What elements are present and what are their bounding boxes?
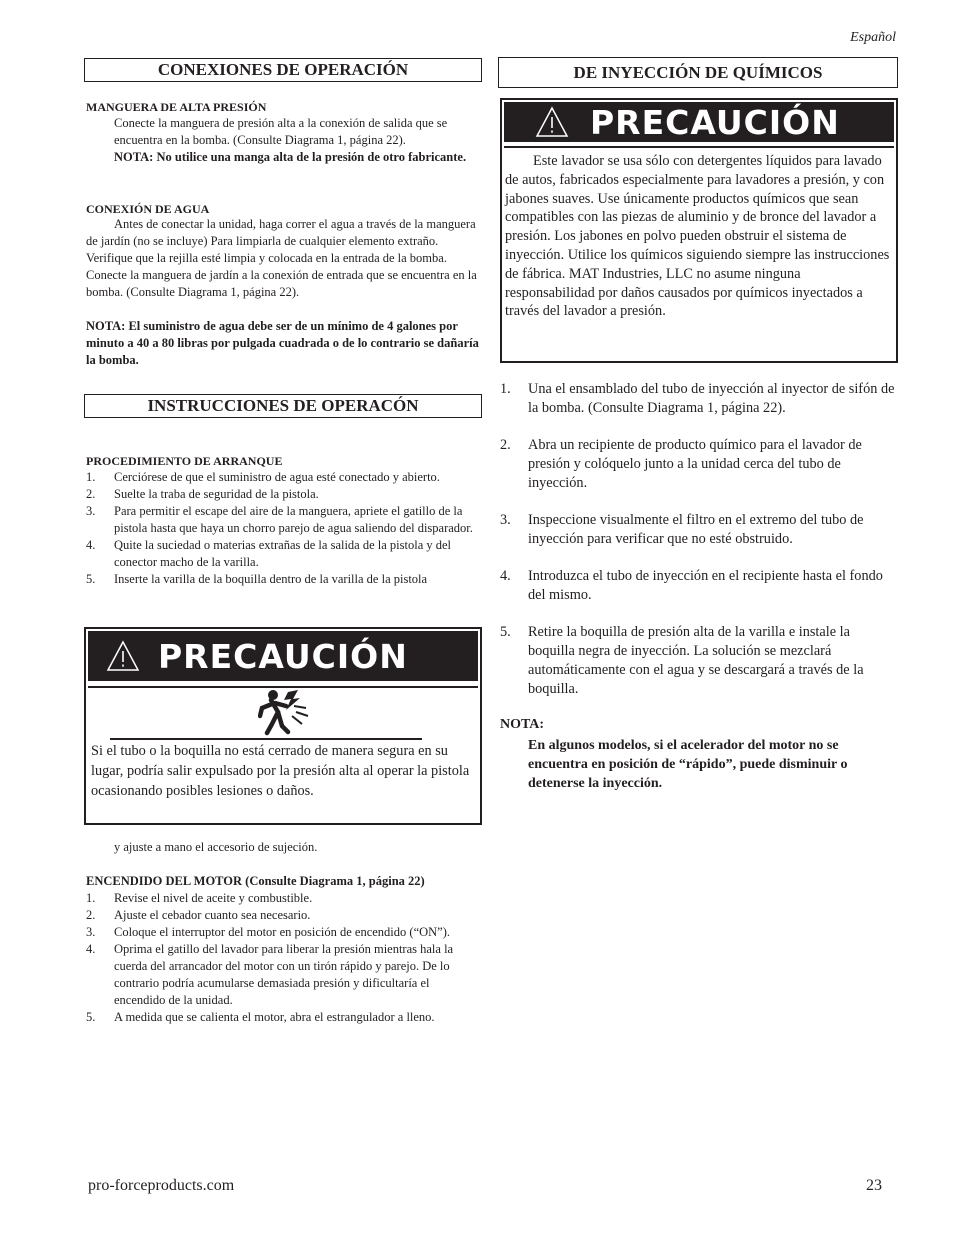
- motor-list: [86, 890, 480, 1026]
- warning-banner: [88, 631, 478, 681]
- warning-box-right: [500, 98, 898, 363]
- list-item: 2. Ajuste el cebador cuanto sea necesario.: [86, 908, 311, 922]
- list-item: 1. Una el ensamblado del tubo de inyección al inyector de sifón de la bomba. (Consulte Diagrama 1, página 22).: [500, 381, 895, 416]
- list-item: 4. Oprima el gatillo del lavador para liberar la presión mientras hala la cuerda del arrancador del motor con un tirón rápido y parejo. De lo contrario podría acumularse demasiada presión y dificultaría el encendido de la unidad.: [86, 942, 454, 1007]
- list-item: 5. Retire la boquilla de presión alta de la varilla e instale la boquilla negra de inyección. La solución se mezclará automáticamente con el agua y se descargará a través de la boquilla.: [500, 624, 864, 697]
- subheading-arranque: PROCEDIMIENTO DE ARRANQUE: [86, 454, 283, 468]
- footer-website: pro-forceproducts.com: [88, 1177, 235, 1194]
- note-label: NOTA:: [500, 717, 545, 732]
- agua-text: Antes de conectar la unidad, haga correr el agua a través de la manguera de jardín (no se incluye) Para limpiarla de cualquier elemento extraño. Verifique que la rejilla esté limpia y colocada en la entrada de la bomba. Conecte la manguera de jardín a la conexión de entrada que se encuentra en la bomba. (Consulte Diagrama 1, página 22).: [86, 217, 477, 299]
- warning-heading: PRECAUCIÓN: [590, 102, 840, 142]
- list-item: 2. Suelte la traba de seguridad de la pistola.: [86, 487, 319, 501]
- manguera-text: Conecte la manguera de presión alta a la conexión de salida que se encuentra en la bomba. (Consulte Diagrama 1, página 22).: [114, 116, 448, 147]
- manguera-note: NOTA: No utilice una manga alta de la presión de otro fabricante.: [114, 150, 467, 164]
- list-item: 2. Abra un recipiente de producto químico para el lavador de presión y colóquelo junto a la unidad cerca del tubo de inyección.: [500, 437, 862, 491]
- warning-text-left: Si el tubo o la boquilla no está cerrado de manera segura en su lugar, podría salir expulsado por la presión alta al operar la pistola ocasionando posibles lesiones o daños.: [91, 743, 470, 799]
- list-item: 4. Quite la suciedad o materias extrañas de la salida de la pistola y del conector macho de la varilla.: [86, 538, 452, 569]
- list-item: 3. Para permitir el escape del aire de la manguera, apriete el gatillo de la pistola hasta que haya un chorro parejo de agua saliendo del disparador.: [86, 504, 473, 535]
- manguera-paragraph: [114, 115, 480, 166]
- page-number: 23: [866, 1177, 882, 1194]
- subheading-manguera: MANGUERA DE ALTA PRESIÓN: [86, 100, 267, 114]
- list-item: 5. A medida que se calienta el motor, abra el estrangulador a lleno.: [86, 1010, 435, 1024]
- inyeccion-list: [500, 380, 896, 699]
- list-item: 5. Inserte la varilla de la boquilla dentro de la varilla de la pistola: [86, 572, 428, 586]
- divider: [110, 738, 422, 740]
- section-header-quimicos: DE INYECCIÓN DE QUÍMICOS: [498, 57, 898, 88]
- arranque-continuation: y ajuste a mano el accesorio de sujeción.: [114, 840, 318, 854]
- list-item: 1. Cerciórese de que el suministro de agua esté conectado y abierto.: [86, 470, 440, 484]
- subheading-agua: CONEXIÓN DE AGUA: [86, 202, 210, 216]
- section-header-conexiones: CONEXIONES DE OPERACIÓN: [84, 58, 482, 82]
- warning-text-right: Este lavador se usa sólo con detergentes líquidos para lavado de autos, fabricados especialmente para lavadores a presión, y con jabones suaves. Use únicamente productos químicos que sean compatibles con las piezas de aluminio y de bronce del lavador a presión. Los jabones en polvo pueden obstruir el sistema de inyección. Utilice los químicos siguiendo siempre las instrucciones de fábrica. MAT Industries, LLC no asume ninguna responsabilidad por daños causados por químicos inyectados a través del lavador a presión.: [505, 153, 890, 320]
- subheading-motor: ENCENDIDO DEL MOTOR (Consulte Diagrama 1, página 22): [86, 874, 425, 888]
- electric-shock-hazard-icon: [258, 686, 310, 736]
- warning-banner: [504, 102, 894, 142]
- list-item: 3. Coloque el interruptor del motor en posición de encendido (“ON”).: [86, 925, 451, 939]
- list-item: 3. Inspeccione visualmente el filtro en el extremo del tubo de inyección para verificar que no esté obstruido.: [500, 512, 864, 547]
- warning-triangle-icon: [88, 636, 158, 676]
- list-item: 4. Introduzca el tubo de inyección en el recipiente hasta el fondo del mismo.: [500, 568, 883, 603]
- language-label: Español: [850, 30, 896, 45]
- warning-box-left: [84, 627, 482, 825]
- arranque-list: [86, 469, 480, 588]
- section-header-instrucciones: INSTRUCCIONES DE OPERACÓN: [84, 394, 482, 418]
- list-item: 1. Revise el nivel de aceite y combustible.: [86, 891, 313, 905]
- warning-triangle-icon: [504, 102, 590, 142]
- warning-heading: PRECAUCIÓN: [158, 636, 408, 676]
- note-text: En algunos modelos, si el acelerador del motor no se encuentra en posición de “rápido”, puede disminuir o detenerse la inyección.: [528, 738, 848, 791]
- agua-note: NOTA: El suministro de agua debe ser de un mínimo de 4 galones por minuto a 40 a 80 libras por pulgada cuadrada o de lo contrario se dañaría la bomba.: [86, 319, 479, 367]
